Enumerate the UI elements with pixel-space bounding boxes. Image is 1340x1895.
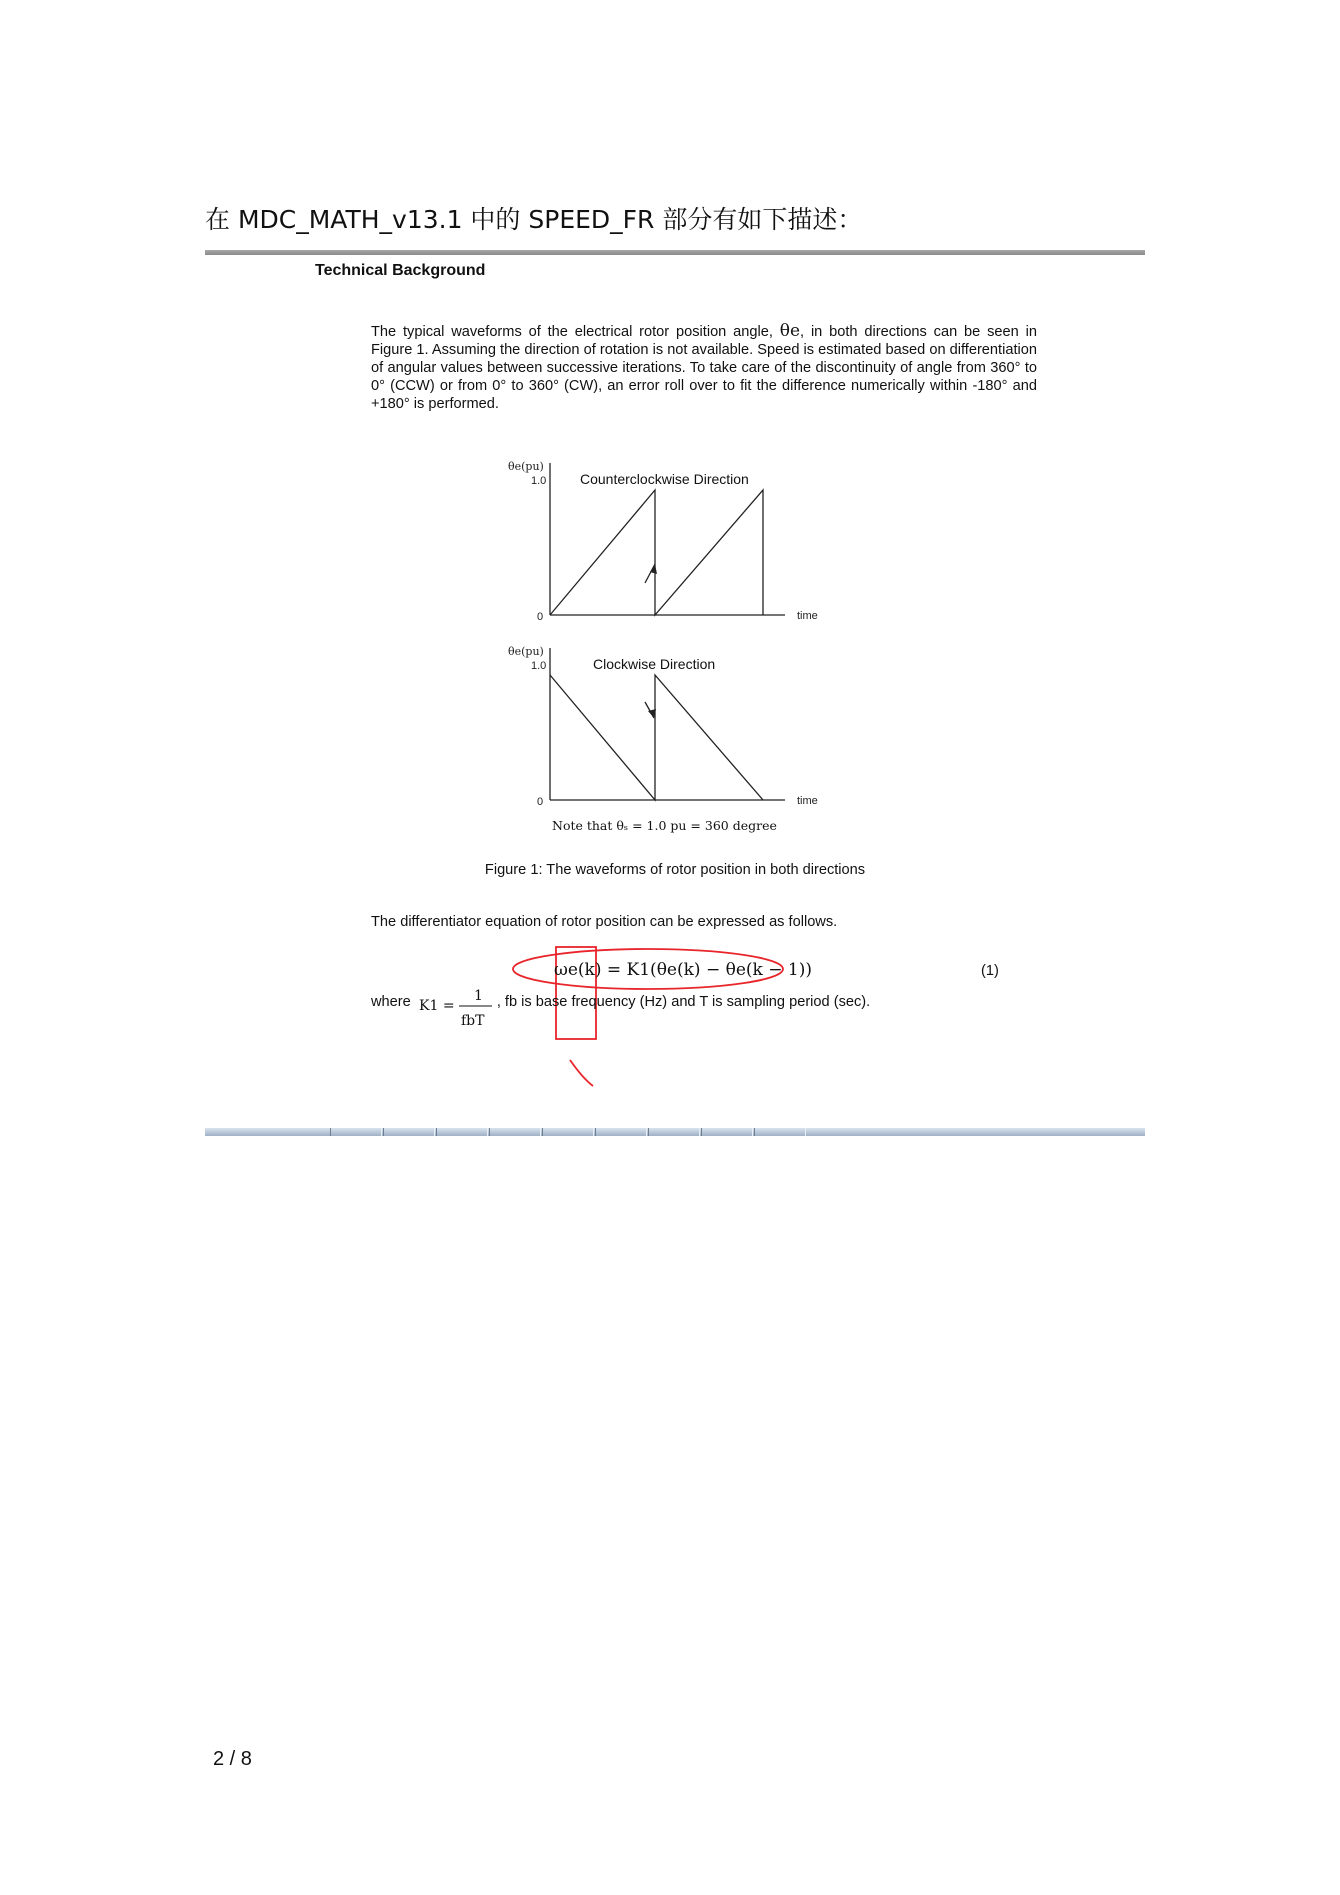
taskbar-button[interactable] xyxy=(754,1128,806,1136)
taskbar-button[interactable] xyxy=(701,1128,753,1136)
bottom-plot-title: Clockwise Direction xyxy=(593,656,716,672)
differentiator-equation: ωe(k) = K1(θe(k) − θe(k − 1)) xyxy=(554,960,812,980)
paragraph-lead: The typical waveforms of the electrical rotor position angle, xyxy=(371,324,773,340)
taskbar-button[interactable] xyxy=(542,1128,594,1136)
top-plot-title: Counterclockwise Direction xyxy=(580,471,749,487)
fraction-numerator: 1 xyxy=(474,988,483,1004)
top-y-max: 1.0 xyxy=(531,475,547,487)
where-prefix: where xyxy=(371,994,411,1010)
top-y-zero: 0 xyxy=(537,611,544,623)
equation-number: (1) xyxy=(981,963,999,979)
taskbar-button[interactable] xyxy=(489,1128,541,1136)
page-number: 2 / 8 xyxy=(213,1748,252,1770)
figure-note: Note that θₛ = 1.0 pu = 360 degree xyxy=(552,818,777,833)
top-y-label: θe(pu) xyxy=(508,460,544,473)
bottom-x-label: time xyxy=(797,795,818,807)
taskbar-button[interactable] xyxy=(330,1128,382,1136)
fraction-denominator: fbT xyxy=(461,1013,485,1029)
where-line xyxy=(371,994,870,1010)
differentiator-paragraph: The differentiator equation of rotor position can be expressed as follows. xyxy=(371,914,838,930)
theta-symbol: θe xyxy=(779,321,801,341)
top-x-label: time xyxy=(797,610,818,622)
taskbar-button[interactable] xyxy=(383,1128,435,1136)
k1-symbol: K1 = xyxy=(419,998,455,1014)
taskbar-button[interactable] xyxy=(648,1128,700,1136)
ccw-waveform xyxy=(550,490,763,615)
cw-waveform xyxy=(550,675,763,800)
taskbar-button[interactable] xyxy=(595,1128,647,1136)
bottom-y-zero: 0 xyxy=(537,796,544,808)
bottom-y-label: θe(pu) xyxy=(508,645,544,658)
taskbar-button[interactable] xyxy=(436,1128,488,1136)
annotation-arrow-stem xyxy=(570,1060,593,1086)
figure-caption: Figure 1: The waveforms of rotor position in both directions xyxy=(484,862,866,878)
section-title: Technical Background xyxy=(315,262,486,279)
paragraph-rest: , in both directions can be seen in Figure 1. Assuming the direction of rotation is not available. Speed is estimated based on differentiation of angular values between successive iterations. To take care of the discontinuity of angle from 360° to 0° (CCW) or from 0° to 360° (CW), an error roll over to fit the difference numerically within -180° and +180° is performed. xyxy=(371,324,1037,412)
where-rest: , fb is base frequency (Hz) and T is sampling period (sec). xyxy=(496,994,871,1010)
embedded-screenshot xyxy=(205,250,1145,1136)
document-heading: 在 MDC_MATH_v13.1 中的 SPEED_FR 部分有如下描述： xyxy=(205,205,863,234)
bottom-y-max: 1.0 xyxy=(531,660,547,672)
